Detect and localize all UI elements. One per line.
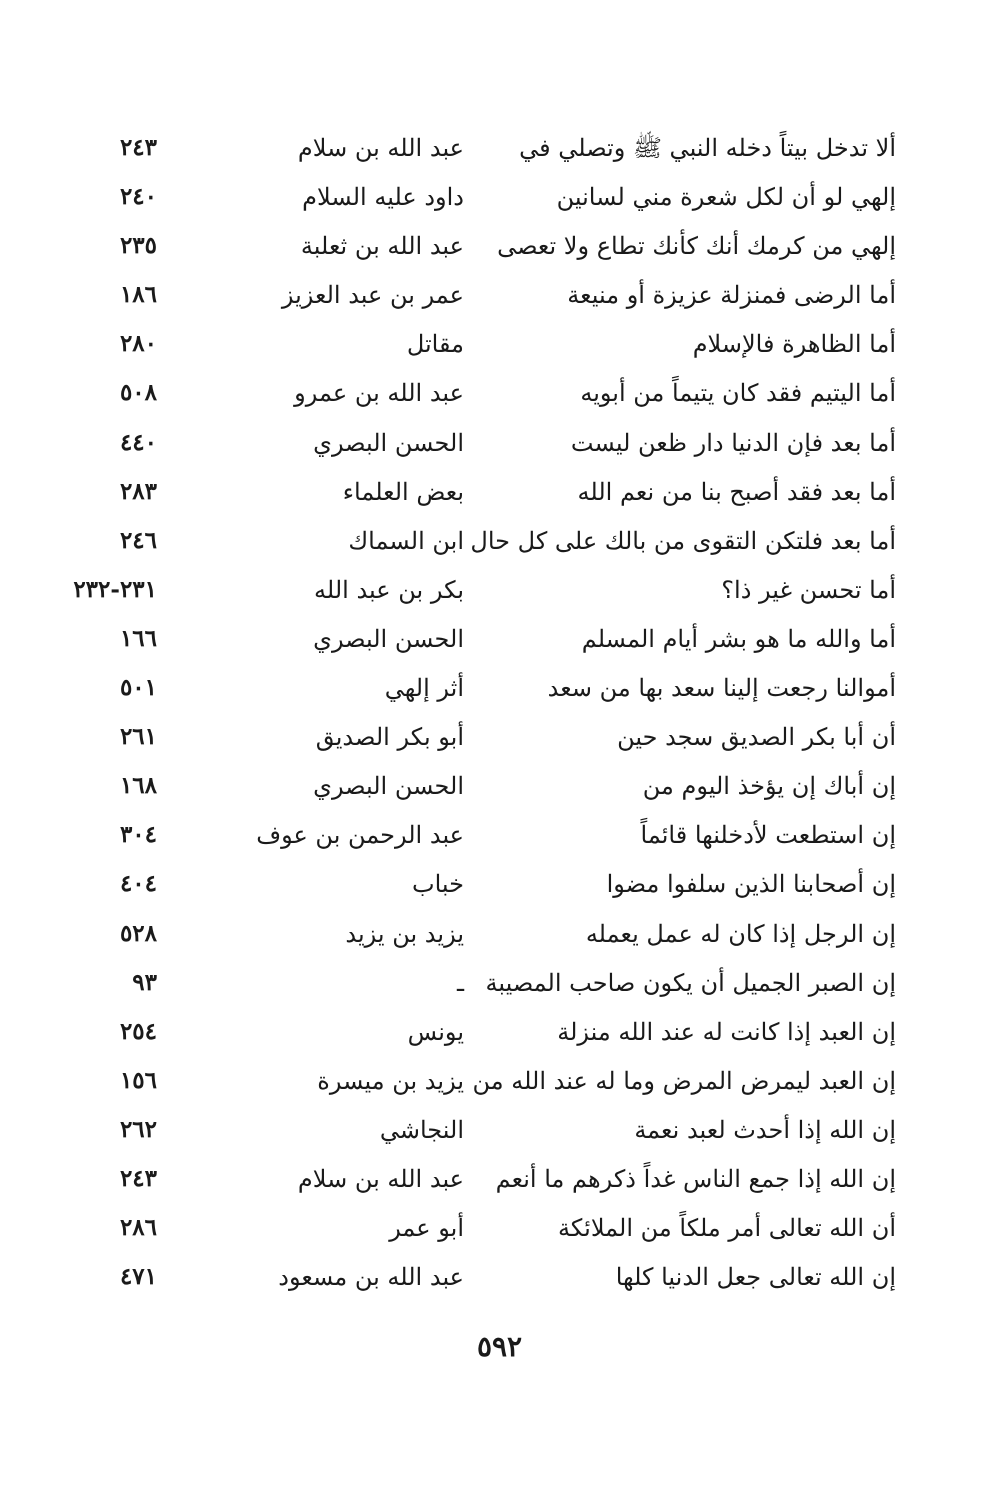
- table-row: [0, 318, 999, 367]
- table-row: [0, 760, 999, 809]
- table-row: [0, 417, 999, 466]
- entry-page-ref: ٢٣٥: [119, 232, 157, 260]
- entry-narrator: أبو عمر: [389, 1214, 464, 1243]
- entry-narrator: أثر إلهي: [384, 674, 464, 703]
- entry-narrator: بكر بن عبد الله: [314, 575, 464, 604]
- entry-text: إن الرجل إذا كان له عمل يعمله: [585, 919, 896, 948]
- entry-page-ref: ١٦٦: [119, 624, 157, 652]
- entry-narrator: أبو بكر الصديق: [315, 723, 464, 752]
- entry-narrator: الحسن البصري: [313, 428, 464, 457]
- entry-page-ref: ٢٤٦: [119, 526, 157, 554]
- entry-narrator: ـ: [456, 968, 464, 997]
- entry-narrator: عبد الله بن عمرو: [294, 379, 464, 408]
- table-row: [0, 515, 999, 564]
- entry-narrator: ابن السماك: [348, 526, 464, 555]
- entry-page-ref: ٢٨٠: [119, 330, 157, 358]
- table-row: [0, 1251, 999, 1300]
- entry-text: أما بعد فإن الدنيا دار ظعن ليست: [570, 428, 896, 457]
- entry-page-ref: ٢٥٤: [119, 1017, 157, 1045]
- entry-page-ref: ٥٢٨: [119, 919, 157, 947]
- entry-page-ref: ٢٦١: [119, 723, 157, 751]
- table-row: [0, 564, 999, 613]
- entry-narrator: بعض العلماء: [342, 477, 464, 506]
- entry-text: إن الله إذا أحدث لعبد نعمة: [634, 1115, 896, 1144]
- entry-narrator: عبد الله بن ثعلبة: [300, 232, 464, 261]
- entry-page-ref: ٢٨٦: [119, 1214, 157, 1242]
- entry-text: إن استطعت لأدخلنها قائماً: [640, 821, 896, 850]
- entry-text: إن الله تعالى جعل الدنيا كلها: [615, 1263, 896, 1292]
- entry-narrator: عبد الله بن سلام: [297, 134, 464, 162]
- entry-page-ref: ٥٠٨: [119, 379, 157, 407]
- table-row: [0, 122, 999, 171]
- entry-narrator: داود عليه السلام: [302, 183, 464, 212]
- entry-narrator: عبد الله بن سلام: [297, 1164, 464, 1193]
- entry-page-ref: ٢٤٣: [119, 1164, 157, 1192]
- entry-narrator: الحسن البصري: [313, 772, 464, 801]
- table-row: [0, 171, 999, 220]
- entry-page-ref: ٢٤٣: [119, 134, 157, 161]
- entry-page-ref: ٢٤٠: [119, 183, 157, 211]
- entry-page-ref: ٢٦٢: [119, 1115, 157, 1143]
- entry-text: إن العبد إذا كانت له عند الله منزلة: [557, 1017, 896, 1046]
- entry-page-ref: ٢٣١-٢٣٢: [73, 575, 157, 603]
- entry-page-ref: ١٦٨: [119, 772, 157, 800]
- table-row: [0, 269, 999, 318]
- entry-narrator: يزيد بن يزيد: [345, 919, 464, 948]
- entry-text: إن الله إذا جمع الناس غداً ذكرهم ما أنعم: [495, 1164, 896, 1193]
- entry-text: أما والله ما هو بشر أيام المسلم: [581, 624, 896, 653]
- entry-narrator: عبد الرحمن بن عوف: [256, 821, 464, 850]
- entry-page-ref: ٥٠١: [119, 674, 157, 702]
- entry-narrator: خباب: [412, 870, 464, 899]
- entry-text: أن أبا بكر الصديق سجد حين: [617, 723, 896, 752]
- entry-text: أما اليتيم فقد كان يتيماً من أبويه: [580, 379, 896, 408]
- index-table: [0, 122, 999, 1300]
- entry-page-ref: ٤٤٠: [119, 428, 157, 456]
- entry-narrator: عمر بن عبد العزيز: [281, 281, 464, 310]
- table-row: [0, 367, 999, 416]
- entry-page-ref: ٩٣: [132, 968, 157, 996]
- entry-narrator: عبد الله بن مسعود: [278, 1263, 464, 1292]
- table-row: [0, 908, 999, 957]
- entry-text: إن العبد ليمرض المرض وما له عند الله من: [472, 1066, 896, 1095]
- entry-page-ref: ٣٠٤: [119, 821, 157, 849]
- entry-text: إن أباك إن يؤخذ اليوم من: [642, 772, 896, 801]
- entry-narrator: النجاشي: [379, 1115, 464, 1144]
- entry-text: أن الله تعالى أمر ملكاً من الملائكة: [558, 1214, 896, 1243]
- entry-text: أما الظاهرة فالإسلام: [692, 330, 896, 359]
- entry-page-ref: ٢٨٣: [119, 477, 157, 505]
- table-row: [0, 711, 999, 760]
- entry-text: أما تحسن غير ذا؟: [721, 575, 896, 604]
- entry-narrator: الحسن البصري: [313, 624, 464, 653]
- entry-narrator: يونس: [407, 1017, 464, 1046]
- entry-page-ref: ٤٧١: [119, 1263, 157, 1291]
- entry-page-ref: ١٨٦: [119, 281, 157, 309]
- table-row: [0, 1055, 999, 1104]
- entry-text: أما بعد فقد أصبح بنا من نعم الله: [577, 477, 896, 506]
- table-row: [0, 662, 999, 711]
- entry-text: أموالنا رجعت إلينا سعد بها من سعد: [547, 674, 896, 703]
- entry-page-ref: ٤٠٤: [119, 870, 157, 898]
- table-row: [0, 957, 999, 1006]
- table-row: [0, 613, 999, 662]
- table-row: [0, 220, 999, 269]
- entry-text: إلهي من كرمك أنك كأنك تطاع ولا تعصى: [497, 232, 896, 261]
- entry-text: أما الرضى فمنزلة عزيزة أو منيعة: [567, 281, 896, 310]
- table-row: [0, 809, 999, 858]
- table-row: [0, 1006, 999, 1055]
- entry-narrator: يزيد بن ميسرة: [317, 1066, 464, 1095]
- page-number: ٥٩٢: [476, 1330, 523, 1363]
- table-row: [0, 858, 999, 907]
- entry-page-ref: ١٥٦: [119, 1066, 157, 1094]
- entry-narrator: مقاتل: [406, 330, 464, 359]
- table-row: [0, 1153, 999, 1202]
- table-row: [0, 466, 999, 515]
- entry-text: أما بعد فلتكن التقوى من بالك على كل حال: [470, 526, 896, 555]
- table-row: [0, 1202, 999, 1251]
- table-row: [0, 1104, 999, 1153]
- entry-text: إن الصبر الجميل أن يكون صاحب المصيبة: [485, 968, 896, 997]
- entry-text: ألا تدخل بيتاً دخله النبي ﷺ وتصلي في: [519, 134, 896, 162]
- entry-text: إن أصحابنا الذين سلفوا مضوا: [606, 870, 896, 899]
- entry-text: إلهي لو أن لكل شعرة مني لسانين: [556, 183, 896, 212]
